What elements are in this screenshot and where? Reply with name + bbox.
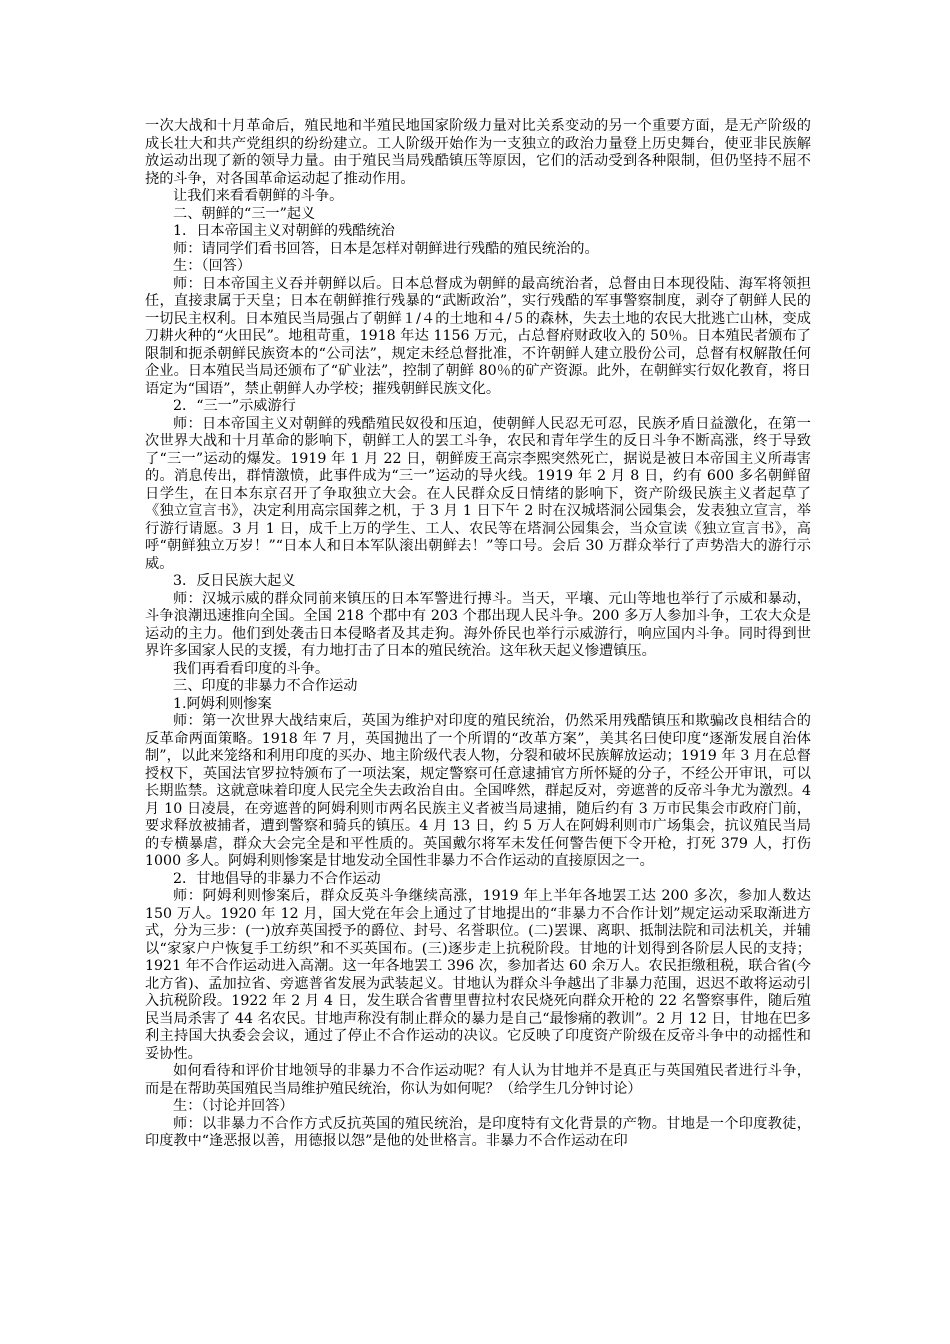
document-page: [145, 118, 811, 1151]
paragraph: 如何看待和评价甘地领导的非暴力不合作运动呢？有人认为甘地并不是真正与英国殖民者进行斗争，而是在帮助英国殖民当局维护殖民统治，你认为如何呢？（给学生几分钟讨论）: [145, 1063, 811, 1097]
section-heading: 二、朝鲜的“三一”起义: [173, 205, 316, 222]
paragraph: 师：以非暴力不合作方式反抗英国的殖民统治，是印度特有文化背景的产物。甘地是一个印度教徒，印度教中“逢恶报以善，用德报以怨”是他的处世格言。非暴力不合作运动在印: [145, 1115, 811, 1149]
subsection-heading: 3．反日民族大起义: [173, 573, 296, 589]
paragraph: 师：请同学们看书回答，日本是怎样对朝鲜进行残酷的殖民统治的。: [173, 240, 599, 257]
paragraph: 师：日本帝国主义对朝鲜的残酷殖民奴役和压迫，使朝鲜人民忍无可忍，民族矛盾日益激化，在第一次世界大战和十月革命的影响下，朝鲜工人的罢工斗争，农民和青年学生的反日斗争不断高涨，终于导致了“三一”运动的爆发。1919 年 1 月 22 日，朝鲜废王高宗李熙突然死亡，据说是被日本帝国主义所毒害的。消息传出，群情激愤，此事件成为“三一”运动的导火线。1919 年 2 月 8 日，约有 600 多名朝鲜留日学生，在日本东京召开了争取独立大会。在人民群众反日情绪的影响下，资产阶级民族主义者起草了《独立宣言书》，决定利用高宗国葬之机，于 3 月 1 日下午 2 时在汉城塔洞公园集会，发表独立宣言，举行游行请愿。3 月 1 日，成千上万的学生、工人、农民等在塔洞公园集会，当众宣读《独立宣言书》，高呼“朝鲜独立万岁！”“日本人和日本军队滚出朝鲜去！”等口号。会后 30 万群众举行了声势浩大的游行示威。: [145, 415, 811, 572]
paragraph: 一次大战和十月革命后，殖民地和半殖民地国家阶级力量对比关系变动的另一个重要方面，是无产阶级的成长壮大和共产党组织的纷纷建立。工人阶级开始作为一支独立的政治力量登上历史舞台，使亚非民族解放运动出现了新的领导力量。由于殖民当局残酷镇压等原因，它们的活动受到各种限制，但仍坚持不屈不挠的斗争，对各国革命运动起了推动作用。: [145, 118, 811, 187]
subsection-heading: 1．日本帝国主义对朝鲜的残酷统治: [173, 223, 395, 239]
paragraph: 师：第一次世界大战结束后，英国为维护对印度的殖民统治，仍然采用残酷镇压和欺骗改良相结合的反革命两面策略。1918 年 7 月，英国抛出了一个所谓的“改革方案”，美其名曰使印度“逐渐发展自治体制”，以此来笼络和利用印度的买办、地主阶级代表人物，分裂和破坏民族解放运动；1919 年 3 月在总督授权下，英国法官罗拉特颁布了一项法案，规定警察可任意逮捕官方所怀疑的分子，不经公开审讯，可以长期监禁。这就意味着印度人民完全失去政治自由。全国哗然，群起反对，旁遮普的反帝斗争尤为激烈。4 月 10 日凌晨，在旁遮普的阿姆利则市两名民族主义者被当局逮捕，随后约有 3 万市民集会市政府门前，要求释放被捕者，遭到警察和骑兵的镇压。4 月 13 日，约 5 万人在阿姆利则市广场集会，抗议殖民当局的专横暴虐，群众大会完全是和平性质的。英国戴尔将军未发任何警告便下令开枪，打死 379 人，打伤 1000 多人。阿姆利则惨案是甘地发动全国性非暴力不合作运动的直接原因之一。: [145, 713, 811, 869]
section-heading: 三、印度的非暴力不合作运动: [173, 678, 358, 694]
paragraph: 让我们来看看朝鲜的斗争。: [173, 188, 344, 204]
subsection-heading: 2．甘地倡导的非暴力不合作运动: [173, 870, 381, 887]
paragraph: 师：汉城示威的群众同前来镇压的日本军警进行搏斗。当天，平壤、元山等地也举行了示威和暴动，斗争浪潮迅速推向全国。全国 218 个郡中有 203 个郡出现人民斗争。200 多万人参加斗争，工农大众是运动的主力。他们到处袭击日本侵略者及其走狗。海外侨民也举行示威游行，响应国内斗争。同时得到世界许多国家人民的支援，有力地打击了日本的殖民统治。这年秋天起义惨遭镇压。: [145, 590, 811, 659]
subsection-heading: 2．“三一”示威游行: [173, 398, 296, 414]
paragraph: 师：阿姆利则惨案后，群众反英斗争继续高涨，1919 年上半年各地罢工达 200 多次，参加人数达 150 万人。1920 年 12 月，国大党在年会上通过了甘地提出的“非暴力不合作计划”规定运动采取渐进方式，分为三步：(一)放弃英国授予的爵位、封号、名誉职位。(二)罢课、离职、抵制法院和司法机关，并辅以“家家户户恢复手工纺织”和不买英国布。(三)逐步走上抗税阶段。甘地的计划得到各阶层人民的支持；1921 年不合作运动进入高潮。这一年各地罢工 396 次，参加者达 60 余万人。农民拒缴租税，联合省(今北方省)、孟加拉省、旁遮普省发展为武装起义。甘地认为群众斗争越出了非暴力范围，迟迟不敢将运动引入抗税阶段。1922 年 2 月 4 日，发生联合省曹里曹拉村农民烧死向群众开枪的 22 名警察事件，随后殖民当局杀害了 44 名农民。甘地声称没有制止群众的暴力是自己“最惨痛的教训”。2 月 12 日，甘地在巴多利主持国大执委会会议，通过了停止不合作运动的决议。它反映了印度资产阶级在反帝斗争中的动摇性和妥协性。: [145, 888, 811, 1062]
paragraph: 我们再看看印度的斗争。: [173, 660, 330, 677]
paragraph: 生：（讨论并回答）: [173, 1098, 294, 1114]
paragraph: 师：日本帝国主义吞并朝鲜以后。日本总督成为朝鲜的最高统治者，总督由日本现役陆、海军将领担任，直接隶属于天皇；日本在朝鲜推行残暴的“武断政治”，实行残酷的军事警察制度，剥夺了朝鲜人民的一切民主权利。日本殖民当局强占了朝鲜１/４的土地和４/５的森林，失去土地的农民大批逃亡山林，变成刀耕火种的“火田民”。地租苛重，1918 年达 1156 万元，占总督府财政收入的 50％。日本殖民者颁布了限制和扼杀朝鲜民族资本的“公司法”，规定未经总督批准，不许朝鲜人建立股份公司，总督有权解散任何企业。日本殖民当局还颁布了“矿业法”，控制了朝鲜 80％的矿产资源。此外，在朝鲜实行奴化教育，将日语定为“国语”，禁止朝鲜人办学校；摧残朝鲜民族文化。: [145, 275, 811, 397]
paragraph: 生：（回答）: [173, 258, 252, 274]
subsection-heading: 1.阿姆利则惨案: [173, 695, 272, 712]
